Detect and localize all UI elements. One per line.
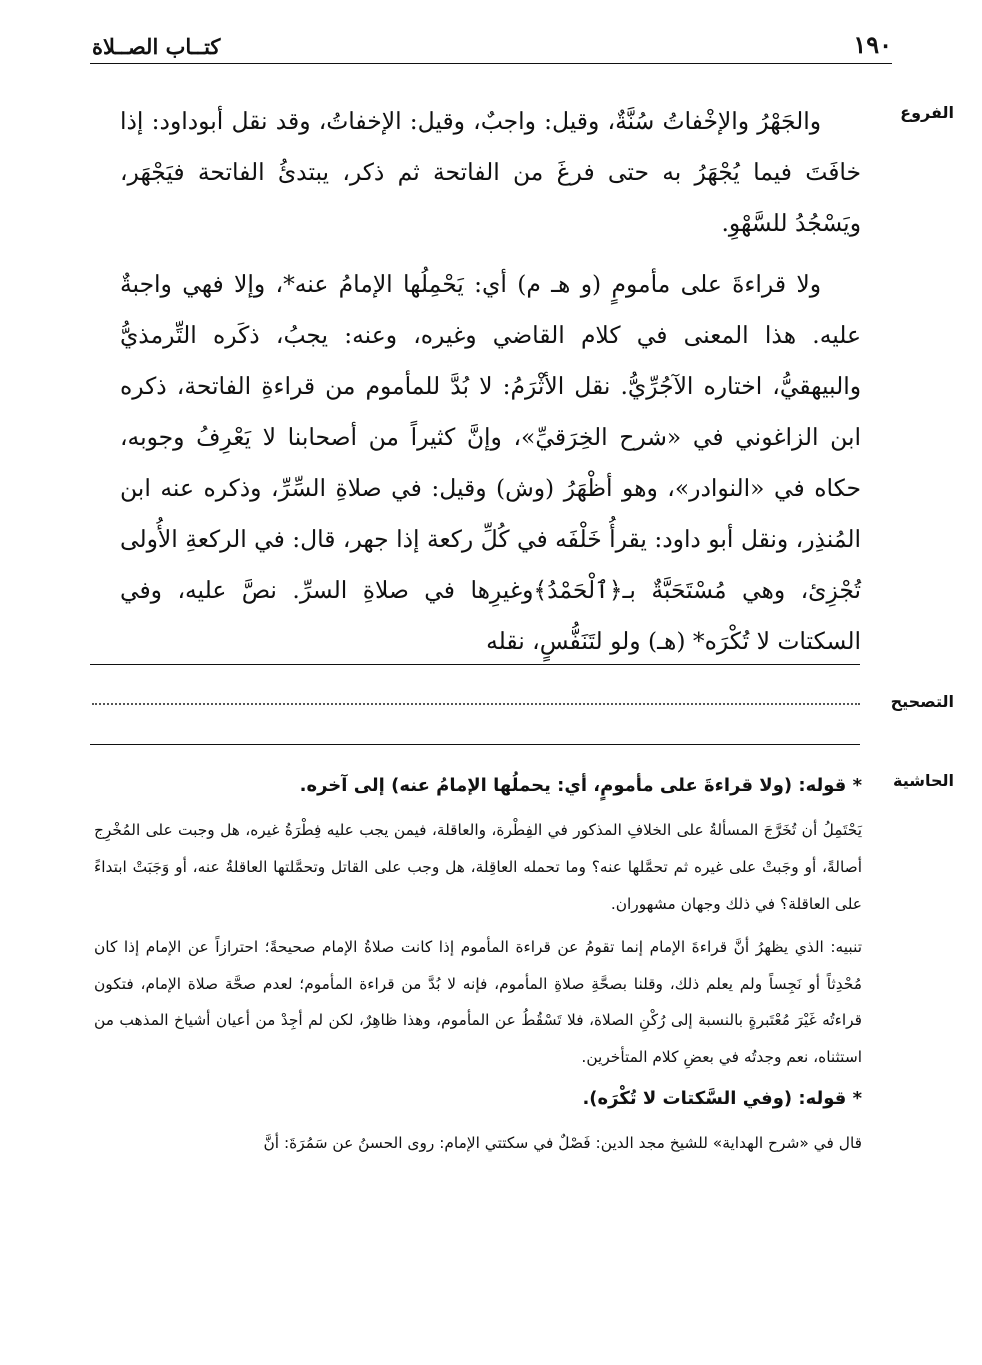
- hashiya-quote-1: * قوله: (ولا قراءةَ على مأمومٍ، أي: يحملُها الإمامُ عنه) إلى آخره.: [299, 775, 862, 796]
- side-label-tashih: التصحيح: [890, 692, 954, 711]
- page-number: ١٩٠: [853, 30, 892, 59]
- hashiya-paragraph-1: يَحْتَمِلُ أن تُخَرَّجَ المسألةُ على الخلافِ المذكور في الفِطْرة، والعاقلة، فيمن يجب عليه فِطْرَةُ غيره، هل وجبت على المُخْرِج أصالةً، أو وجَبتْ على غيره ثم تحمَّلها عنه؟ وما تحمله العاقِلة، هل وجب على القاتل وتحمَّلتها العاقلةُ عنه، أو وَجَبَتْ ابتداءً على العاقلة؟ في ذلك وجهان مشهوران.: [94, 821, 862, 913]
- hashiya-paragraph-2: تنبيه: الذي يظهرُ أنَّ قراءةَ الإمام إنما تقومُ عن قراءة المأموم إذا كانت صلاةُ الإمام صحيحةً؛ احترازاً عن الإمام إذا كان مُحْدِثاً أو نَجِساً ولم يعلم ذلك، وقلنا بصحَّةِ صلاةِ المأموم، فإنه لا بُدَّ من قراءة المأموم؛ لعدم صحَّة صلاة الإمام، فتكون قراءتُه غَيْرَ مُعْتَبرةٍ بالنسبة إلى رُكْنِ الصلاة، فلا تَسْقُطُ عن المأموم، وهذا ظاهِرٌ، لكن لم أجِدْ من أعيان أشياخ المذهب من استثناه، نعم وجدتُه في بعضِ كلام المتأخرين.: [94, 938, 862, 1066]
- hashiya-quote-2: * قوله: (وفي السَّكتات لا تُكْرَه).: [582, 1088, 862, 1109]
- furu-paragraph-2: ولا قراءةَ على مأمومٍ (و هـ م) أي: يَحْمِلُها الإمامُ عنه*، وإلا فهي واجبةٌ عليه. هذا المعنى في كلام القاضي وغيره، وعنه: يجبُ، ذكَره التِّرمذيُّ والبيهقيُّ، اختاره الآجُرِّيُّ. نقل الأثْرَمُ: لا بُدَّ للمأموم من قراءةِ الفاتحة، ذكره ابن الزاغوني في «شرح الخِرَقيِّ»، وإنَّ كثيراً من أصحابنا لا يَعْرِفُ وجوبه، حكاه في «النوادر»، وهو أظْهَرُ (وش) وقيل: في صلاةِ السِّرِّ، وذكره عنه ابن المُنذِر، ونقل أبو داود: يقرأُ خَلْفَه في كُلِّ ركعة إذا جهر، قال: في الركعةِ الأُولى تُجْزِئ، وهي مُسْتَحَبَّةٌ بـ﴿ٱلْحَمْدُ﴾وغيرِها في صلاةِ السرِّ. نصَّ عليه، وفي السكتات لا تُكْرَه* (هـ) ولو لتَنَفُّسٍ، نقله: [120, 270, 861, 655]
- side-label-hashiya: الحاشية: [893, 771, 954, 790]
- side-label-furu: الفروع: [900, 103, 954, 122]
- running-title: كتــاب الصــلاة: [92, 34, 221, 59]
- section-rule-top: [90, 664, 860, 665]
- hashiya-text: [94, 772, 862, 1168]
- header-rule: [90, 63, 892, 64]
- tashih-dotted-line: [92, 703, 860, 705]
- furu-paragraph-1: والجَهْرُ والإخْفاتُ سُنَّةٌ، وقيل: واجبٌ، وقيل: الإخفاتُ، وقد نقل أبوداود: إذا خافَتَ فيما يُجْهَرُ به حتى فرغَ من الفاتحة ثم ذكر، يبتدئُ الفاتحة فيَجْهَر، ويَسْجُدُ للسَّهْوِ.: [120, 107, 861, 237]
- hashiya-paragraph-3: قال في «شرح الهداية» للشيخ مجد الدين: فَصْلٌ في سكتتي الإمام: روى الحسنُ عن سَمُرَةَ: أنَّ: [263, 1134, 862, 1152]
- furu-text: [120, 96, 861, 675]
- section-rule-bottom: [90, 744, 860, 745]
